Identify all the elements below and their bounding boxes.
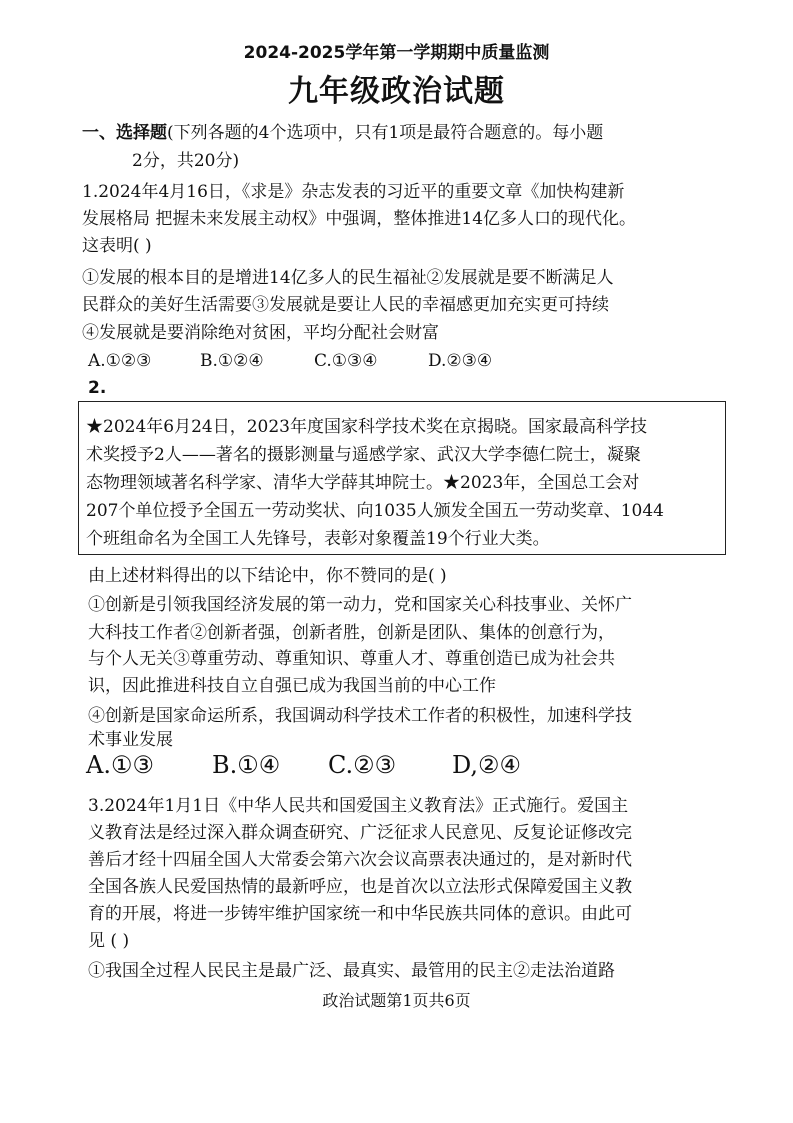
q2-option-b: B.①④ — [212, 751, 281, 779]
q2-number: 2. — [88, 378, 107, 398]
q1-option-d: D.②③④ — [428, 351, 493, 371]
section-instruction-1: (下列各题的4个选项中，只有1项是最符合题意的。每小题 — [167, 123, 604, 143]
q1-line: 这表明( ) — [82, 236, 152, 256]
q3-line: 见 ( ) — [88, 931, 130, 951]
q2-material-line: 术奖授予2人——著名的摄影测量与遥感学家、武汉大学李德仁院士，凝聚 — [86, 445, 641, 465]
q2-line: 识，因此推进科技自立自强已成为我国当前的中心工作 — [88, 676, 496, 696]
page-title: 九年级政治试题 — [288, 74, 505, 109]
section-heading-row — [82, 120, 603, 146]
q2-line: 术事业发展 — [88, 730, 173, 750]
q2-line: 与个人无关③尊重劳动、尊重知识、尊重人才、尊重创造已成为社会共 — [88, 649, 615, 669]
q2-option-a: A.①③ — [86, 751, 154, 779]
q1-option-b: B.①②④ — [200, 351, 264, 371]
q3-line: 育的开展，将进一步铸牢维护国家统一和中华民族共同体的意识。由此可 — [88, 904, 632, 924]
section-heading: 一、选择题 — [82, 123, 167, 143]
q1-line: 发展格局 把握未来发展主动权》中强调，整体推进14亿多人口的现代化。 — [82, 209, 637, 229]
q3-line: 全国各族人民爱国热情的最新呼应，也是首次以立法形式保障爱国主义教 — [88, 877, 632, 897]
q2-line: ④创新是国家命运所系，我国调动科学技术工作者的积极性，加速科学技 — [88, 706, 632, 726]
section-instruction-2: 2分，共20分) — [132, 151, 240, 171]
q2-material-line: 态物理领域著名科学家、清华大学薛其坤院士。★2023年，全国总工会对 — [86, 473, 640, 493]
q2-line: ①创新是引领我国经济发展的第一动力，党和国家关心科技事业、关怀广 — [88, 595, 632, 615]
q3-line: ①我国全过程人民民主是最广泛、最真实、最管用的民主②走法治道路 — [88, 961, 615, 981]
q2-line: 大科技工作者②创新者强，创新者胜，创新是团队、集体的创意行为， — [88, 623, 615, 643]
q2-option-d: D,②④ — [452, 751, 522, 779]
q1-option-a: A.①②③ — [88, 351, 152, 371]
q1-line: 民群众的美好生活需要③发展就是要让人民的幸福感更加充实更可持续 — [82, 295, 609, 315]
q2-material-line: 个班组命名为全国工人先锋号，表彰对象覆盖19个行业大类。 — [86, 529, 550, 549]
q1-line: ①发展的根本目的是增进14亿多人的民生福祉②发展就是要不断满足人 — [82, 268, 614, 288]
q3-line: 善后才经十四届全国人大常委会第六次会议高票表决通过的，是对新时代 — [88, 850, 632, 870]
q1-line: 1.2024年4月16日，《求是》杂志发表的习近平的重要文章《加快构建新 — [82, 182, 625, 202]
q3-line: 义教育法是经过深入群众调查研究、广泛征求人民意见、反复论证修改完 — [88, 823, 632, 843]
q3-line: 3.2024年1月1日《中华人民共和国爱国主义教育法》正式施行。爱国主 — [88, 796, 629, 816]
q2-line: 由上述材料得出的以下结论中，你不赞同的是( ) — [88, 566, 447, 586]
q1-option-c: C.①③④ — [314, 351, 378, 371]
q2-option-c: C.②③ — [328, 751, 397, 779]
q1-line: ④发展就是要消除绝对贫困，平均分配社会财富 — [82, 323, 439, 343]
exam-term: 2024-2025学年第一学期期中质量监测 — [243, 43, 550, 63]
q2-material-line: ★2024年6月24日，2023年度国家科学技术奖在京揭晓。国家最高科学技 — [86, 417, 647, 437]
page-footer: 政治试题第1页共6页 — [322, 991, 471, 1010]
q2-material-line: 207个单位授予全国五一劳动奖状、向1035人颁发全国五一劳动奖章、1044 — [86, 501, 664, 521]
